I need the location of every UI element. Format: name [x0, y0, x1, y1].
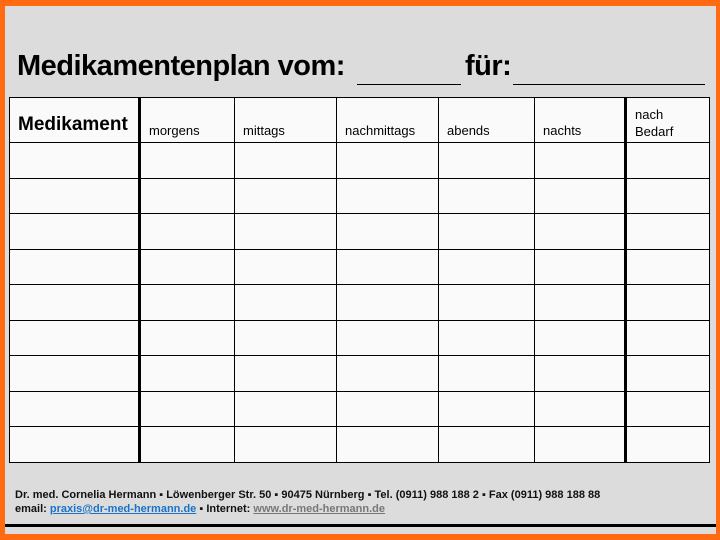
table-cell[interactable]	[337, 356, 439, 392]
table-cell[interactable]	[337, 427, 439, 463]
table-cell[interactable]	[140, 214, 235, 250]
table-cell[interactable]	[10, 249, 140, 285]
email-link[interactable]: praxis@dr-med-hermann.de	[49, 503, 197, 515]
column-header-nach-bedarf	[626, 98, 710, 143]
table-cell[interactable]	[626, 214, 710, 250]
table-cell[interactable]	[140, 178, 235, 214]
table-cell[interactable]	[140, 320, 235, 356]
table-cell[interactable]	[626, 320, 710, 356]
internet-label: ▪ Internet:	[199, 503, 251, 515]
table-row	[10, 356, 710, 392]
table-cell[interactable]	[10, 356, 140, 392]
footer	[15, 488, 715, 516]
table-cell[interactable]	[439, 214, 535, 250]
table-cell[interactable]	[535, 427, 626, 463]
column-header-abends: abends	[439, 98, 535, 143]
table-cell[interactable]	[235, 249, 337, 285]
table-cell[interactable]	[140, 427, 235, 463]
table-cell[interactable]	[535, 356, 626, 392]
table-body	[10, 143, 710, 463]
table-cell[interactable]	[10, 285, 140, 321]
table-cell[interactable]	[439, 249, 535, 285]
table-cell[interactable]	[10, 143, 140, 179]
table-cell[interactable]	[626, 285, 710, 321]
table-cell[interactable]	[235, 214, 337, 250]
table-cell[interactable]	[10, 178, 140, 214]
table-cell[interactable]	[535, 143, 626, 179]
table-cell[interactable]	[235, 143, 337, 179]
table-header-row	[10, 98, 710, 143]
table-cell[interactable]	[626, 178, 710, 214]
table-cell[interactable]	[337, 143, 439, 179]
table-cell[interactable]	[439, 285, 535, 321]
column-header-mittags: mittags	[235, 98, 337, 143]
table-cell[interactable]	[626, 427, 710, 463]
table-row	[10, 427, 710, 463]
date-blank-line	[357, 84, 461, 85]
table-cell[interactable]	[10, 214, 140, 250]
table-cell[interactable]	[235, 391, 337, 427]
table-row	[10, 143, 710, 179]
medication-table	[9, 97, 710, 463]
title-for-text: für:	[465, 50, 512, 82]
table-cell[interactable]	[235, 427, 337, 463]
column-header-bedarf-line2: Bedarf	[635, 124, 674, 139]
table-cell[interactable]	[337, 178, 439, 214]
table-cell[interactable]	[140, 143, 235, 179]
table-cell[interactable]	[626, 356, 710, 392]
table-cell[interactable]	[439, 178, 535, 214]
title-text: Medikamentenplan vom:	[17, 50, 345, 82]
bottom-rule	[5, 524, 716, 527]
table-row	[10, 285, 710, 321]
table-cell[interactable]	[140, 356, 235, 392]
table-cell[interactable]	[535, 391, 626, 427]
table-cell[interactable]	[535, 214, 626, 250]
table-cell[interactable]	[140, 249, 235, 285]
column-header-bedarf-line1: nach	[635, 107, 664, 122]
table-cell[interactable]	[235, 320, 337, 356]
table-row	[10, 391, 710, 427]
table-cell[interactable]	[140, 285, 235, 321]
email-label: email:	[15, 503, 47, 515]
table-row	[10, 178, 710, 214]
table-cell[interactable]	[10, 427, 140, 463]
table-cell[interactable]	[439, 320, 535, 356]
column-header-nachts: nachts	[535, 98, 626, 143]
table-cell[interactable]	[337, 249, 439, 285]
table-cell[interactable]	[439, 391, 535, 427]
table-cell[interactable]	[235, 356, 337, 392]
website-link[interactable]: www.dr-med-hermann.de	[253, 503, 385, 515]
table-cell[interactable]	[439, 143, 535, 179]
table-cell[interactable]	[337, 214, 439, 250]
column-header-medikament: Medikament	[10, 98, 140, 143]
table-cell[interactable]	[10, 320, 140, 356]
column-header-morgens: morgens	[140, 98, 235, 143]
table-cell[interactable]	[626, 143, 710, 179]
table-row	[10, 320, 710, 356]
table-cell[interactable]	[337, 320, 439, 356]
table-cell[interactable]	[535, 320, 626, 356]
name-blank-line	[513, 84, 705, 85]
column-header-nachmittags: nachmittags	[337, 98, 439, 143]
table-row	[10, 249, 710, 285]
table-cell[interactable]	[140, 391, 235, 427]
footer-contact	[15, 502, 715, 516]
table-cell[interactable]	[337, 391, 439, 427]
table-cell[interactable]	[439, 356, 535, 392]
table-cell[interactable]	[10, 391, 140, 427]
footer-address: Dr. med. Cornelia Hermann ▪ Löwenberger Str. 50 ▪ 90475 Nürnberg ▪ Tel. (0911) 988 188 2 ▪ Fax (0911) 988 188 88	[15, 489, 601, 501]
table-cell[interactable]	[337, 285, 439, 321]
table-row	[10, 214, 710, 250]
document-page	[5, 6, 716, 534]
table-cell[interactable]	[535, 285, 626, 321]
table-cell[interactable]	[535, 249, 626, 285]
table-cell[interactable]	[235, 178, 337, 214]
table-cell[interactable]	[626, 391, 710, 427]
table-cell[interactable]	[439, 427, 535, 463]
table-cell[interactable]	[235, 285, 337, 321]
table-cell[interactable]	[535, 178, 626, 214]
table-cell[interactable]	[626, 249, 710, 285]
